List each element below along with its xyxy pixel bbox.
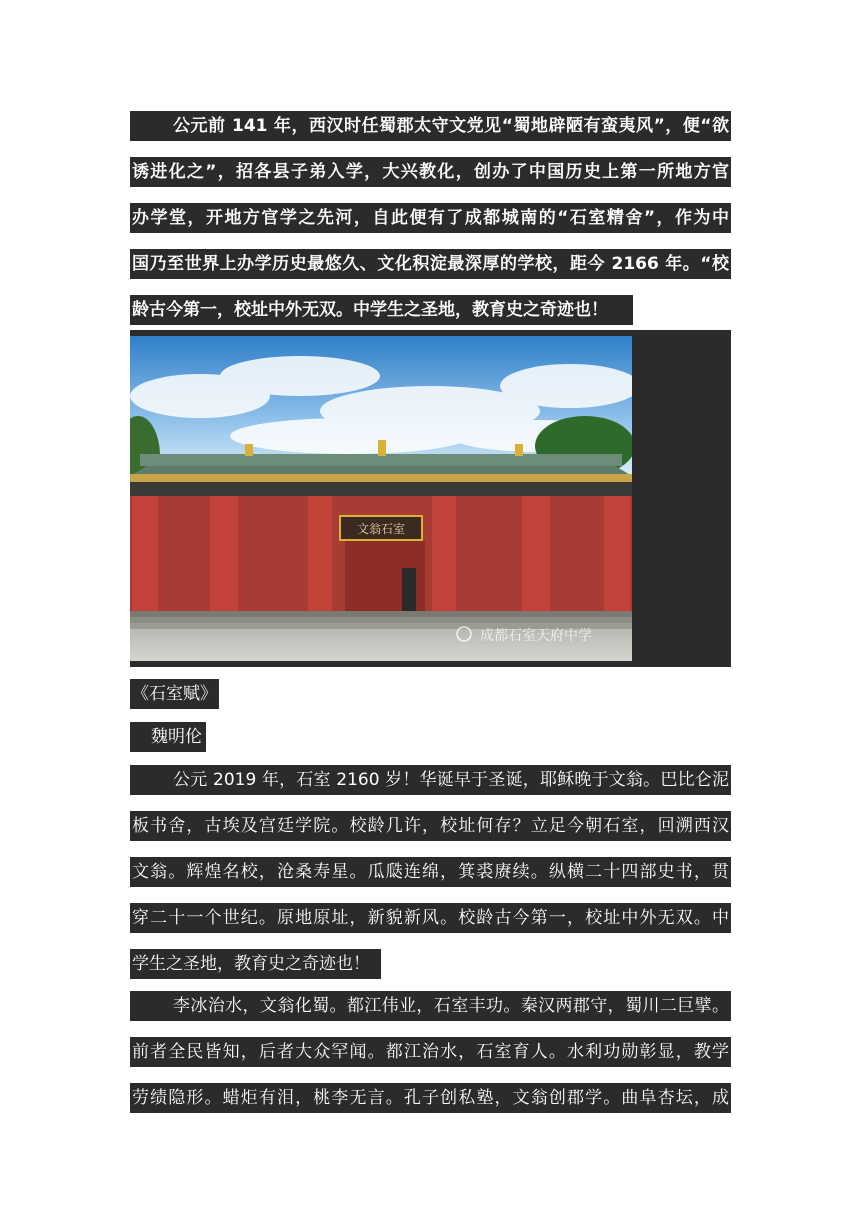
plaque-text: 文翁石室 (356, 522, 406, 536)
paragraph1-line-4: 国乃至世界上办学历史最悠久、文化积淀最深厚的学校，距今 2166 年。“校 (130, 249, 731, 279)
paragraph2-line-2: 板书舍，古埃及宫廷学院。校龄几许，校址何存？立足今朝石室，回溯西汉 (130, 811, 731, 841)
poem-title: 《石室赋》 (130, 679, 219, 709)
photo-frame (130, 330, 731, 667)
paragraph1-line-3: 办学堂，开地方官学之先河，自此便有了成都城南的“石室精舍”，作为中 (130, 203, 731, 233)
photo-watermark: 成都石室天府中学 (480, 628, 592, 644)
paragraph2-line-5: 学生之圣地，教育史之奇迹也！ (130, 949, 381, 979)
paragraph1-line-2: 诱进化之”，招各县子弟入学，大兴教化，创办了中国历史上第一所地方官 (130, 157, 731, 187)
paragraph2-line-4: 穿二十一个世纪。原地原址，新貌新风。校龄古今第一，校址中外无双。中 (130, 903, 731, 933)
poem-author: 魏明伦 (130, 722, 206, 752)
school-gate-photo (130, 336, 632, 661)
paragraph1-line-1: 公元前 141 年，西汉时任蜀郡太守文党见“蜀地辟陋有蛮夷风”，便“欲 (130, 111, 731, 141)
paragraph3-line-2: 前者全民皆知，后者大众罕闻。都江治水，石室育人。水利功勋彰显，教学 (130, 1037, 731, 1067)
paragraph2-line-3: 文翁。辉煌名校，沧桑寿星。瓜瓞连绵，箕裘赓续。纵横二十四部史书，贯 (130, 857, 731, 887)
paragraph2-line-1: 公元 2019 年，石室 2160 岁！华诞早于圣诞，耶稣晚于文翁。巴比仑泥 (130, 765, 731, 795)
paragraph1-line-5: 龄古今第一，校址中外无双。中学生之圣地，教育史之奇迹也！ (130, 295, 633, 325)
paragraph3-line-3: 劳绩隐形。蜡炬有泪，桃李无言。孔子创私塾，文翁创郡学。曲阜杏坛，成 (130, 1083, 731, 1113)
paragraph3-line-1: 李冰治水，文翁化蜀。都江伟业，石室丰功。秦汉两郡守，蜀川二巨擘。 (130, 991, 731, 1021)
